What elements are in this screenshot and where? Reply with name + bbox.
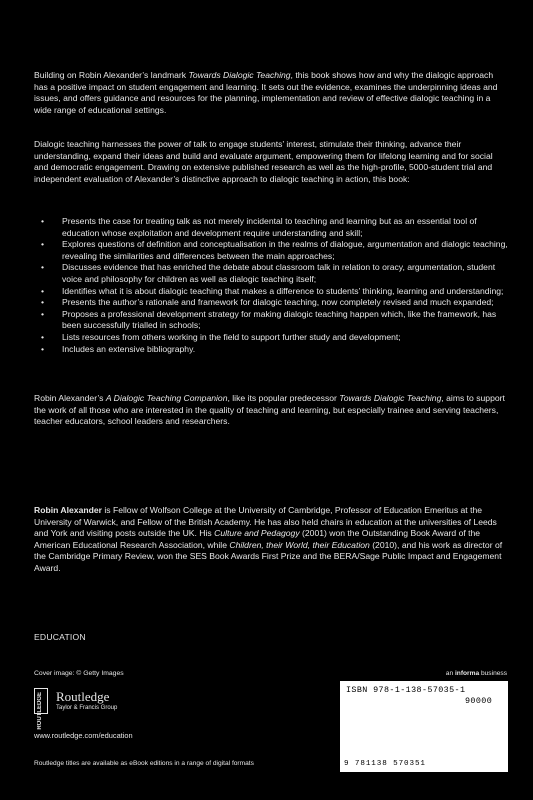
bio-text: (2001) won the Outstanding Book Award of the American Educational Research Association, while xyxy=(34,528,481,550)
bio-text: is Fellow of Wolfson College at the University of Cambridge, Professor of Education Emeritus at the University of Warwick, and Fellow of the British Academy. He has also held chairs in education at the universities of Leeds and York and visiting posts outside the UK. His xyxy=(34,505,497,539)
list-item: • Identifies what it is about dialogic teaching that makes a difference to students’ thinking, learning and understanding; xyxy=(34,286,508,298)
informa-brand: informa xyxy=(454,670,480,677)
routledge-mark-icon xyxy=(34,688,48,730)
ebook-note: Routledge titles are available as eBook editions in a range of digital formats xyxy=(34,760,254,767)
closing-text: , like its popular predecessor xyxy=(227,393,340,403)
ean-number: 9 781138 570351 xyxy=(344,760,426,768)
dialogic-paragraph: Dialogic teaching harnesses the power of talk to engage students’ interest, stimulate their thinking, advance their understanding, expand their ideas and build and evaluate argument, empowering them for lifelong learning and for social and democratic engagement. Drawing on extensive published research as well as the high-profile, 5000-student trial and independent evaluation of Alexander’s distinctive approach to dialogic teaching in action, this book: xyxy=(34,139,493,184)
intro-paragraph xyxy=(34,70,508,116)
list-item: • Includes an extensive bibliography. xyxy=(34,344,508,356)
list-item: • Presents the author’s rationale and framework for dialogic teaching, now completely revised and much expanded; xyxy=(34,297,508,309)
book-title-ref: Culture and Pedagogy xyxy=(214,528,300,539)
list-item: • Discusses evidence that has enriched the debate about classroom talk in relation to oracy, argumentation, student voice and philosophy for children as well as dialogic teaching itself; xyxy=(34,262,508,285)
publisher-website[interactable]: www.routledge.com/education xyxy=(34,731,133,740)
book-title-ref: A Dialogic Teaching Companion xyxy=(105,393,228,403)
informa-tagline xyxy=(446,670,507,677)
intro-text-cont: , this book shows how and why the dialogic approach has a positive impact on student engagement and learning. It sets out the evidence, examines the underpinning ideas and issues, and offers guidance and resources for the planning, implementation and review of effective dialogic teaching in a wide range of educational settings. xyxy=(34,70,498,115)
list-item: • Proposes a professional development strategy for making dialogic teaching happen which, like the framework, has been successfully trialled in schools; xyxy=(34,309,508,332)
book-title-ref: Towards Dialogic Teaching xyxy=(339,393,442,403)
list-item: • Lists resources from others working in the field to support further study and development; xyxy=(34,332,508,344)
publisher-name: Routledge xyxy=(56,689,110,704)
routledge-logo xyxy=(34,688,164,730)
price-addon-number: 90000 xyxy=(465,696,493,706)
author-bio xyxy=(34,505,508,575)
list-item: • Explores questions of definition and conceptualisation in the realms of dialogue, argumentation and dialogic teaching, revealing the similarities and differences between the main approaches; xyxy=(34,239,508,262)
closing-text: Robin Alexander’s xyxy=(34,393,106,403)
isbn-barcode xyxy=(340,681,508,772)
book-title-ref: Towards Dialogic Teaching xyxy=(188,70,291,80)
informa-text: business xyxy=(479,670,507,677)
author-name: Robin Alexander xyxy=(34,505,102,515)
list-item: • Presents the case for treating talk as not merely incidental to teaching and learning but as an essential tool of education whose exploitation and development require understanding and skill; xyxy=(34,216,508,239)
closing-text: , aims to support the work of all those who are interested in the quality of teaching and learning, but especially trainee and serving teachers, teacher educators, school leaders and researchers. xyxy=(34,393,505,427)
bio-text: (2010), and his work as director of the Cambridge Primary Review, won the SES Book Awards First Prize and the BERA/Sage Public Impact and Engagement Award. xyxy=(34,539,503,573)
feature-list xyxy=(34,216,508,355)
ean-barcode-bars xyxy=(344,697,462,759)
informa-text: an xyxy=(445,670,455,677)
closing-paragraph xyxy=(34,393,508,428)
addon-barcode-bars xyxy=(464,709,504,765)
publisher-group: Taylor & Francis Group xyxy=(56,705,118,711)
isbn-label: ISBN 978-1-138-57035-1 xyxy=(346,685,466,695)
cover-credit: Cover image: © Getty Images xyxy=(34,670,124,677)
intro-text: Building on Robin Alexander’s landmark xyxy=(34,70,189,80)
subject-category: EDUCATION xyxy=(34,632,86,642)
logo-mark-text: ROUTLEDGE xyxy=(37,692,43,730)
book-title-ref: Children, their World, their Education xyxy=(229,539,370,550)
